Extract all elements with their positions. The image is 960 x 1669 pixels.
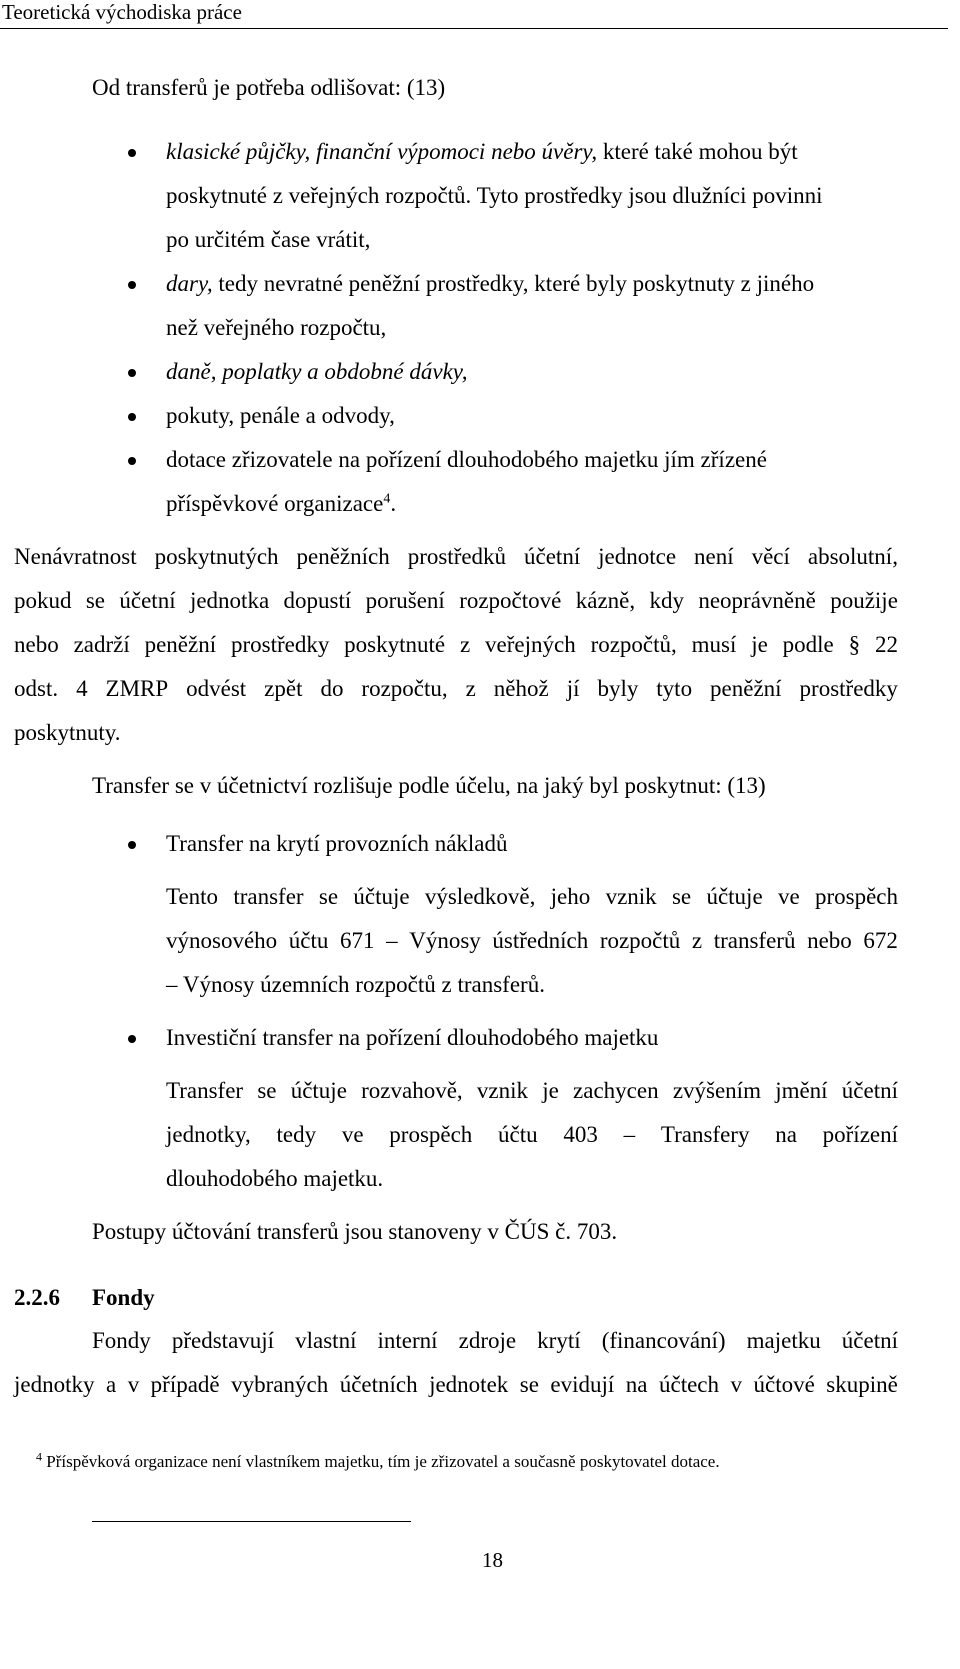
list1-item1-line2: poskytnuté z veřejných rozpočtů. Tyto prostředky jsou dlužníci povinni — [166, 183, 823, 208]
para4-line2: jednotky a v případě vybraných účetních jednotek se evidují na účtech v účtové skupině — [14, 1372, 898, 1397]
list1-item5-end: . — [390, 491, 397, 516]
list1-item2-line1 — [166, 270, 814, 298]
para1-line2: pokud se účetní jednotka dopustí porušení rozpočtové kázně, kdy neoprávněně použije — [14, 588, 898, 613]
footnote-mark: 4 — [36, 1449, 42, 1464]
list2-item1-label: Transfer na krytí provozních nákladů — [166, 831, 508, 856]
list1-item2-tail: tedy nevratné peněžní prostředky, které byly poskytnuty z jiného — [218, 271, 815, 296]
footnote-separator — [92, 1521, 411, 1522]
list1-item3 — [166, 358, 467, 386]
list1-item5-line1-text: dotace zřizovatele na pořízení dlouhodobého majetku jím zřízené — [166, 447, 767, 472]
bullet-icon — [128, 1035, 136, 1043]
bullet-icon — [128, 841, 136, 849]
list1-item5-line2 — [166, 490, 396, 518]
list1-item1-tail: které také mohou být — [602, 139, 798, 164]
list2-item2-desc2: jednotky, tedy ve prospěch účtu 403 – Transfery na pořízení — [166, 1122, 898, 1147]
list2-item1-desc2: výnosového účtu 671 – Výnosy ústředních rozpočtů z transferů nebo 672 — [166, 928, 898, 953]
para1-line4: odst. 4 ZMRP odvést zpět do rozpočtu, z něhož jí byly tyto peněžní prostředky — [14, 676, 898, 701]
list1-item4: pokuty, penále a odvody, — [166, 403, 395, 428]
list1-item1-italic: klasické půjčky, finanční výpomoci nebo úvěry, — [166, 139, 598, 164]
footnote-text: Příspěvková organizace není vlastníkem majetku, tím je zřizovatel a současně poskytovatel dotace. — [46, 1452, 720, 1471]
list1-item1-line1 — [166, 138, 798, 166]
list2-item2-desc1: Transfer se účtuje rozvahově, vznik je zachycen zvýšením jmění účetní — [166, 1078, 898, 1103]
footnote-ref: 4 — [383, 491, 391, 507]
para3-text: Postupy účtování transferů jsou stanoveny v ČÚS č. 703. — [92, 1219, 618, 1244]
bullet-icon — [128, 369, 136, 377]
para1-line5: poskytnuty. — [14, 720, 121, 745]
list1-item2-italic: dary, — [166, 271, 213, 296]
list1-item1-line3: po určitém čase vrátit, — [166, 227, 371, 252]
para1-line3: nebo zadrží peněžní prostředky poskytnuté z veřejných rozpočtů, musí je podle § 22 — [14, 632, 898, 657]
bullet-icon — [128, 149, 136, 157]
list2-item1-desc3: – Výnosy územních rozpočtů z transferů. — [166, 972, 545, 997]
list1-item5-text: příspěvkové organizace — [166, 491, 384, 516]
bullet-icon — [128, 281, 136, 289]
bullet-icon — [128, 413, 136, 421]
bullet-icon — [128, 457, 136, 465]
list1-item2-line2: než veřejného rozpočtu, — [166, 315, 387, 340]
list1-item3-italic: daně, poplatky a obdobné dávky, — [166, 359, 468, 384]
section-title: Fondy — [92, 1285, 155, 1310]
header-title: Teoretická východiska práce — [2, 0, 242, 24]
section-number: 2.2.6 — [14, 1285, 60, 1310]
footnote — [36, 1448, 720, 1476]
list2-item2-label: Investiční transfer na pořízení dlouhodobého majetku — [166, 1025, 659, 1050]
page-header — [0, 0, 948, 29]
list2-item2-desc3: dlouhodobého majetku. — [166, 1166, 384, 1191]
page-number: 18 — [482, 1548, 503, 1572]
para1-line1: Nenávratnost poskytnutých peněžních prostředků účetní jednotce není věcí absolutní, — [14, 544, 898, 569]
intro-text: Od transferů je potřeba odlišovat: (13) — [92, 75, 446, 100]
para2-text: Transfer se v účetnictví rozlišuje podle účelu, na jaký byl poskytnut: (13) — [92, 773, 766, 798]
para4-line1: Fondy představují vlastní interní zdroje krytí (financování) majetku účetní — [92, 1328, 898, 1353]
list1-item5-line1 — [166, 446, 898, 474]
list2-item1-desc1: Tento transfer se účtuje výsledkově, jeho vznik se účtuje ve prospěch — [166, 884, 898, 909]
